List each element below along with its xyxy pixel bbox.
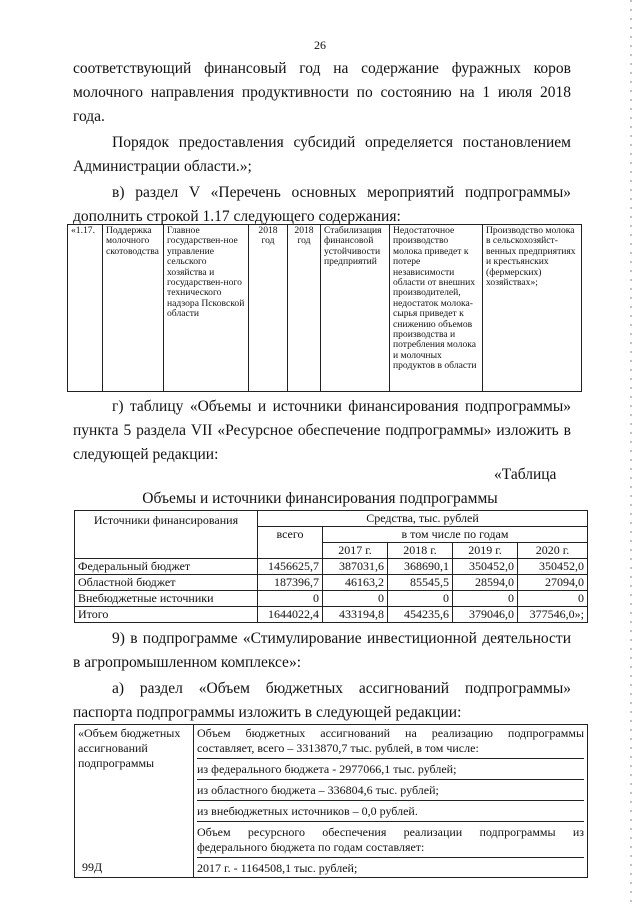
body-text-line: соответствующий финансовый год на содержание фуражных коров <box>73 60 571 77</box>
body-text-line: года. <box>73 108 105 125</box>
row-label: Внебюджетные источники <box>75 591 258 607</box>
body-text-line: в агропромышленном комплексе»: <box>73 654 301 671</box>
measure-end: 2018 год <box>288 225 321 392</box>
body-text-line: а) раздел «Объем бюджетных ассигнований подпрограммы» <box>112 680 571 697</box>
measure-name: Поддержка молочного скотоводства <box>103 225 164 392</box>
row-value: 0 <box>388 591 453 607</box>
body-text-line: паспорта подпрограммы изложить в следующей редакции: <box>73 704 462 721</box>
body-text-line: молочного направления продуктивности по состоянию на 1 июля 2018 <box>73 84 571 101</box>
passport-line: Объем бюджетных ассигнований на реализацию подпрограммы составляет, всего – 3313870,7 тыс. рублей, в том числе: <box>197 726 584 759</box>
header-by-years: в том числе по годам <box>323 527 588 543</box>
table-row <box>75 575 588 591</box>
header-year: 2020 г. <box>518 543 588 559</box>
header-funds: Средства, тыс. рублей <box>258 511 588 527</box>
table-row <box>75 607 588 623</box>
header-sources: Источники финансирования <box>75 511 258 559</box>
body-text-line: г) таблицу «Объемы и источники финансирования подпрограммы» <box>112 398 571 415</box>
passport-label: «Объем бюджетных ассигнований подпрограммы <box>75 725 194 878</box>
row-label: Областной бюджет <box>75 575 258 591</box>
table-row <box>75 591 588 607</box>
table-caption-label: «Таблица <box>494 466 557 483</box>
measure-table <box>67 224 582 392</box>
document-code: 99Д <box>82 860 103 874</box>
row-value: 387031,6 <box>323 559 388 575</box>
table-row <box>75 725 588 878</box>
row-total: 187396,7 <box>258 575 323 591</box>
passport-line: из федерального бюджета - 2977066,1 тыс. рублей; <box>197 762 584 780</box>
row-value: 0 <box>323 591 388 607</box>
row-total: 1456625,7 <box>258 559 323 575</box>
table-title: Объемы и источники финансирования подпрограммы <box>142 490 498 507</box>
passport-content <box>194 725 588 878</box>
row-label: Итого <box>75 607 258 623</box>
measure-executor: Главное государствен-ное управление сельского хозяйства и государствен-ного технического надзора Псковской области <box>164 225 249 392</box>
body-text-line: 9) в подпрограмме «Стимулирование инвестиционной деятельности <box>112 630 571 647</box>
passport-line: из областного бюджета – 336804,6 тыс. рублей; <box>197 783 584 801</box>
body-text-line: Порядок предоставления субсидий определяется постановлением <box>112 134 571 151</box>
row-value: 379046,0 <box>453 607 518 623</box>
body-text-line: в) раздел V «Перечень основных мероприятий подпрограммы» <box>112 184 571 201</box>
table-header-row <box>75 511 588 527</box>
row-value: 350452,0 <box>518 559 588 575</box>
row-value: 0 <box>518 591 588 607</box>
header-year: 2017 г. <box>323 543 388 559</box>
header-year: 2019 г. <box>453 543 518 559</box>
header-year: 2018 г. <box>388 543 453 559</box>
measure-result: Производство молока в сельскохозяйст-венных предприятиях и крестьянских (фермерских) хозяйствах»; <box>483 225 582 392</box>
measure-start: 2018 год <box>249 225 288 392</box>
row-value: 433194,8 <box>323 607 388 623</box>
passport-table <box>74 724 588 878</box>
row-value: 0 <box>453 591 518 607</box>
measure-number: «1.17. <box>68 225 103 392</box>
body-text-line: пункта 5 раздела VII «Ресурсное обеспечение подпрограммы» изложить в <box>73 422 571 439</box>
row-value: 27094,0 <box>518 575 588 591</box>
row-total: 1644022,4 <box>258 607 323 623</box>
measure-goal: Стабилизация финансовой устойчивости предприятий <box>321 225 390 392</box>
table-row <box>68 225 582 392</box>
passport-line: 2017 г. - 1164508,1 тыс. рублей; <box>197 861 358 875</box>
body-text-line: следующей редакции: <box>73 446 219 463</box>
row-value: 377546,0»; <box>518 607 588 623</box>
scan-edge-marks <box>630 0 632 905</box>
row-value: 85545,5 <box>388 575 453 591</box>
funding-table <box>74 510 588 623</box>
row-value: 46163,2 <box>323 575 388 591</box>
body-text-line: Администрации области.»; <box>73 158 252 175</box>
row-value: 368690,1 <box>388 559 453 575</box>
passport-line: из внебюджетных источников – 0,0 рублей. <box>197 804 584 822</box>
header-total: всего <box>258 527 323 559</box>
body-text-line: дополнить строкой 1.17 следующего содержания: <box>73 208 401 225</box>
measure-risk: Недостаточное производство молока приведет к потере независимости области от внешних производителей, недостаток молока-сырья приведет к снижению объемов производства и потребления молока и молочных продуктов в области <box>390 225 483 392</box>
row-label: Федеральный бюджет <box>75 559 258 575</box>
table-row <box>75 559 588 575</box>
row-value: 350452,0 <box>453 559 518 575</box>
passport-line: Объем ресурсного обеспечения реализации подпрограммы из федерального бюджета по годам составляет: <box>197 825 584 858</box>
row-value: 28594,0 <box>453 575 518 591</box>
page-number: 26 <box>314 38 326 52</box>
row-value: 454235,6 <box>388 607 453 623</box>
row-total: 0 <box>258 591 323 607</box>
